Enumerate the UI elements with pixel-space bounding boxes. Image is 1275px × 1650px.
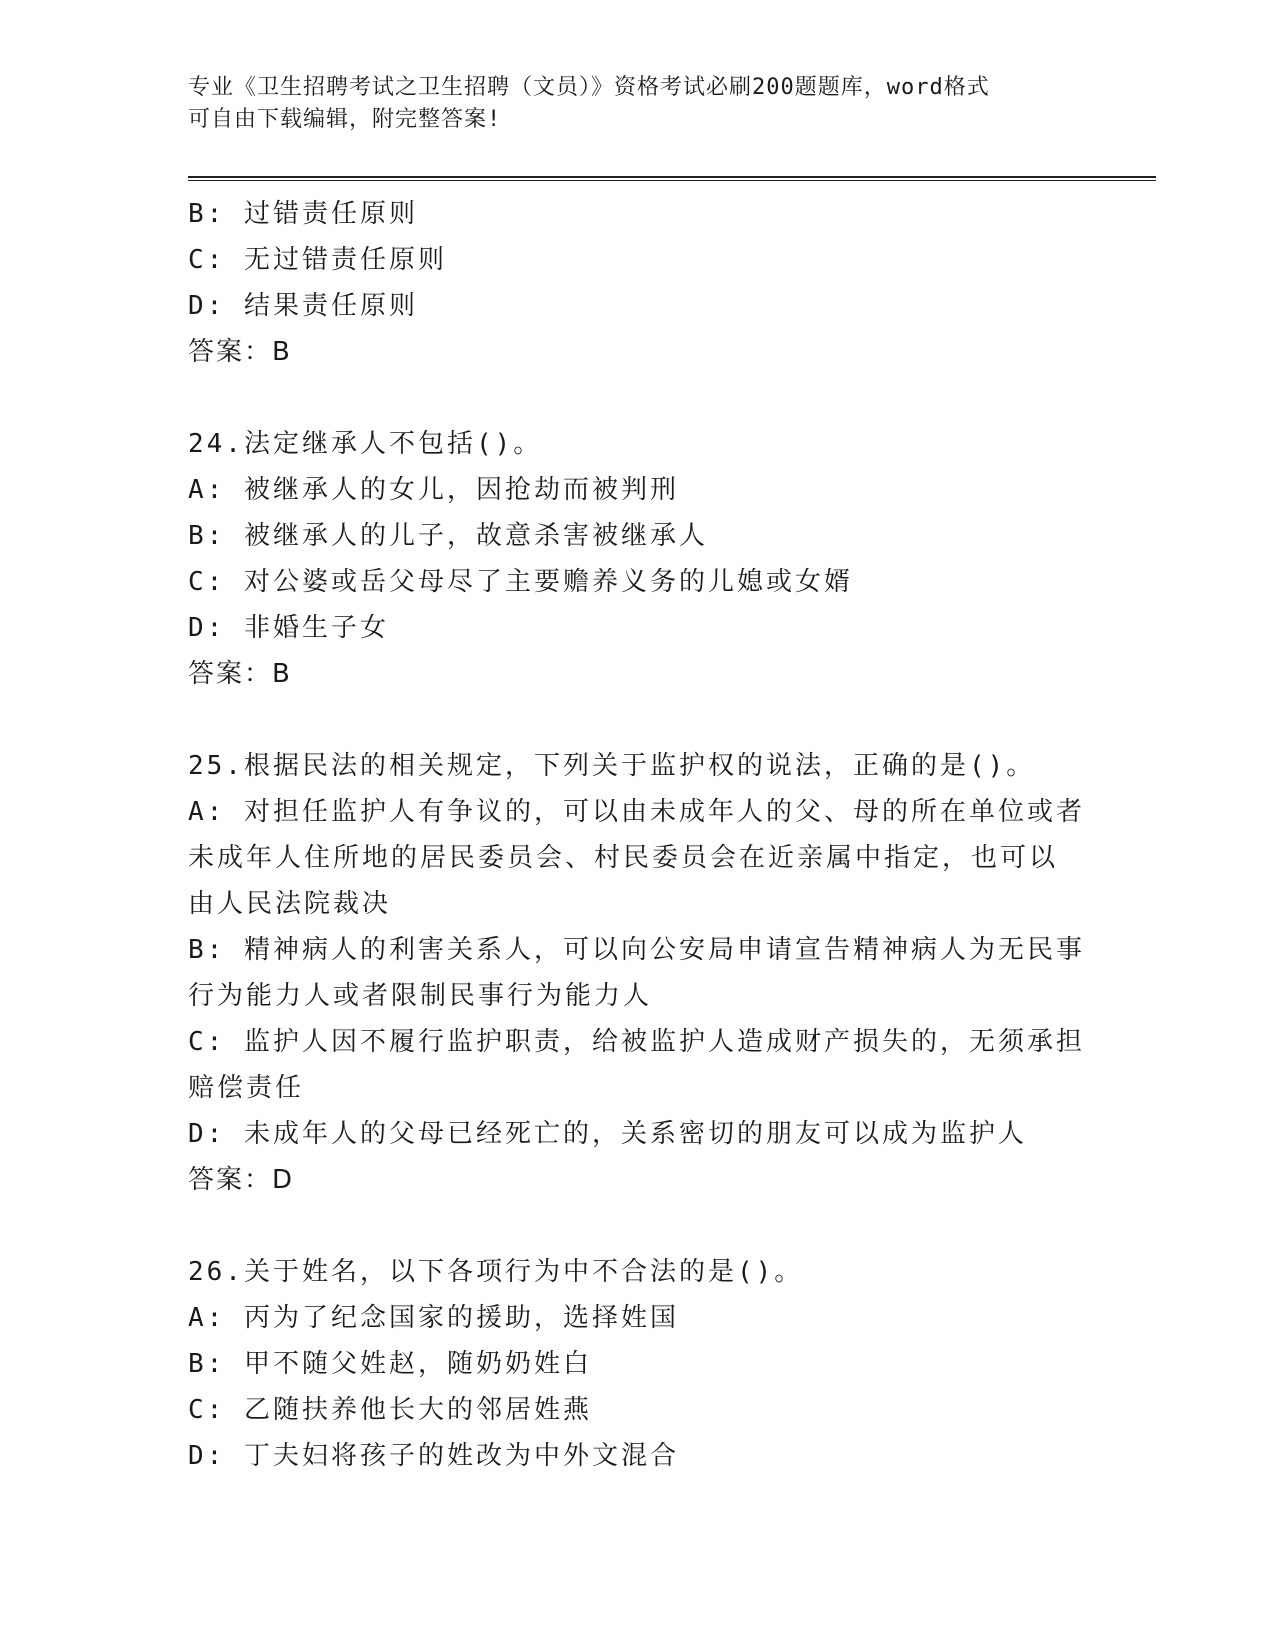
- question-content: [188, 191, 1088, 1479]
- question-26-option-d: D: 丁夫妇将孩子的姓改为中外文混合: [188, 1441, 679, 1471]
- question-23-option-d: D: 结果责任原则: [188, 291, 418, 321]
- question-26-option-b: B: 甲不随父姓赵，随奶奶姓白: [188, 1349, 592, 1379]
- question-23-option-b: B: 过错责任原则: [188, 199, 418, 229]
- question-24-option-d: D: 非婚生子女: [188, 613, 389, 643]
- question-24-stem: 24.法定继承人不包括()。: [188, 429, 543, 459]
- header-title-line-1: 专业《卫生招聘考试之卫生招聘（文员）》资格考试必刷200题题库，word格式: [188, 75, 990, 100]
- spacer: [188, 697, 1088, 743]
- question-25-option-b-line-2: 行为能力人或者限制民事行为能力人: [188, 981, 653, 1011]
- question-25-option-c-line-2: 赔偿责任: [188, 1073, 305, 1103]
- question-26-option-a: A: 丙为了纪念国家的援助，选择姓国: [188, 1303, 679, 1333]
- question-26: [188, 1249, 1088, 1479]
- page-header: [188, 72, 1088, 136]
- question-24-option-b: B: 被继承人的儿子，故意杀害被继承人: [188, 521, 708, 551]
- question-25: [188, 743, 1088, 1203]
- question-24-option-c: C: 对公婆或岳父母尽了主要赡养义务的儿媳或女婿: [188, 567, 853, 597]
- question-23-option-c: C: 无过错责任原则: [188, 245, 447, 275]
- question-25-option-c-line-1: C: 监护人因不履行监护职责，给被监护人造成财产损失的，无须承担: [188, 1027, 1085, 1057]
- question-24: [188, 421, 1088, 697]
- question-25-option-d: D: 未成年人的父母已经死亡的，关系密切的朋友可以成为监护人: [188, 1119, 1027, 1149]
- spacer: [188, 1203, 1088, 1249]
- question-25-option-a-line-1: A: 对担任监护人有争议的，可以由未成年人的父、母的所在单位或者: [188, 797, 1085, 827]
- question-25-answer: 答案：D: [188, 1165, 295, 1195]
- question-25-stem: 25.根据民法的相关规定，下列关于监护权的说法，正确的是()。: [188, 751, 1036, 781]
- question-26-option-c: C: 乙随扶养他长大的邻居姓燕: [188, 1395, 592, 1425]
- question-25-option-b-line-1: B: 精神病人的利害关系人，可以向公安局申请宣告精神病人为无民事: [188, 935, 1085, 965]
- question-26-stem: 26.关于姓名，以下各项行为中不合法的是()。: [188, 1257, 804, 1287]
- question-25-option-a-line-3: 由人民法院裁决: [188, 889, 392, 919]
- question-23-answer: 答案：B: [188, 337, 292, 367]
- question-23: [188, 191, 1088, 375]
- question-24-answer: 答案：B: [188, 659, 292, 689]
- header-title-line-2: 可自由下载编辑，附完整答案!: [188, 107, 502, 132]
- question-25-option-a-line-2: 未成年人住所地的居民委员会、村民委员会在近亲属中指定，也可以: [188, 843, 1059, 873]
- question-24-option-a: A: 被继承人的女儿，因抢劫而被判刑: [188, 475, 679, 505]
- header-divider: [188, 176, 1156, 181]
- spacer: [188, 375, 1088, 421]
